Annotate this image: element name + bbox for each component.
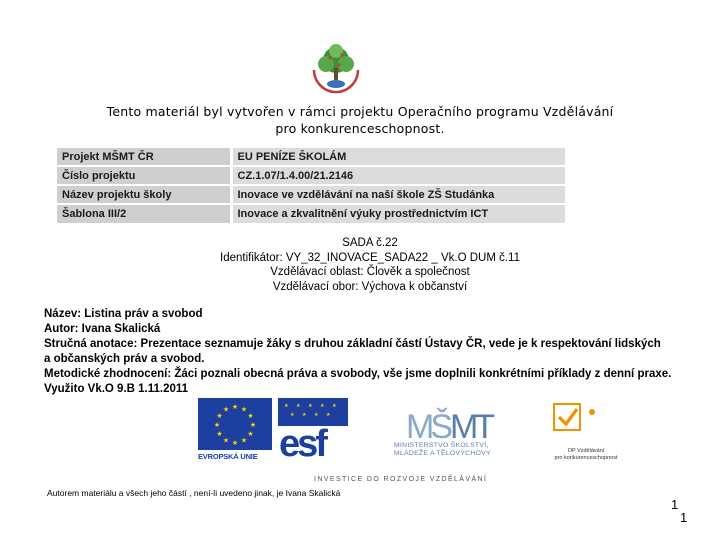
meta-evaluation: Metodické zhodnocení: Žáci poznali obecná práva a svobody, vše jsme doplnili konkrétními příklady z denní praxe. (44, 368, 672, 380)
eu-label: EVROPSKÁ UNIE (198, 452, 258, 461)
svg-text:★: ★ (247, 430, 254, 438)
project-info-table (57, 146, 565, 223)
table-label: Číslo projektu (57, 166, 231, 185)
msmt-line-2: MLÁDEŽE A TĚLOVÝCHOVY (394, 450, 491, 457)
investice-slogan: INVESTICE DO ROZVOJE VZDĚLÁVÁNÍ (314, 476, 488, 483)
svg-text:★: ★ (249, 421, 257, 429)
svg-text:★: ★ (247, 412, 254, 420)
table-row (57, 204, 565, 223)
svg-text:★: ★ (240, 405, 248, 414)
intro-text (40, 103, 680, 137)
footer-author-note: Autorem materiálu a všech jeho částí , není-li uvedeno jinak, je Ivana Skalická (47, 488, 341, 498)
svg-text:★: ★ (231, 439, 239, 447)
table-value: CZ.1.07/1.4.00/21.2146 (231, 166, 565, 185)
sada-field: Vzdělávací obor: Výchova k občanství (272, 280, 468, 293)
funding-logos (198, 398, 498, 490)
svg-text:★: ★ (222, 436, 230, 445)
svg-text:★: ★ (302, 412, 307, 418)
svg-text:★: ★ (213, 421, 221, 429)
sada-area: Vzdělávací oblast: Člověk a společnost (270, 266, 470, 278)
sada-title: SADA č.22 (342, 237, 398, 249)
svg-text:★: ★ (231, 403, 239, 411)
table-value: Inovace a zkvalitnění výuky prostřednictvím ICT (231, 204, 565, 223)
svg-text:★: ★ (284, 403, 289, 409)
meta-annotation-1: Stručná anotace: Prezentace seznamuje žáky s druhou základní částí Ústavy ČR, vede je k respektování lidských (44, 338, 661, 350)
meta-annotation-2: a občanských práv a svobod. (44, 353, 205, 365)
op-line-1: OP Vzdělávání (567, 448, 605, 454)
table-label: Šablona III/2 (57, 204, 231, 223)
school-logo (306, 40, 366, 96)
eu-flag-icon (198, 398, 272, 450)
svg-text:★: ★ (216, 430, 223, 438)
table-value: Inovace ve vzdělávání na naší škole ZŠ Studánka (231, 185, 565, 204)
svg-text:★: ★ (308, 403, 313, 409)
svg-text:MŠ: MŠ (406, 408, 449, 446)
table-label: Název projektu školy (57, 185, 231, 204)
page-number: 1 (671, 497, 679, 512)
table-row (57, 166, 565, 185)
table-row (57, 147, 565, 166)
svg-text:MT: MT (450, 408, 492, 446)
svg-text:★: ★ (314, 412, 319, 418)
svg-text:★: ★ (326, 412, 331, 418)
svg-text:★: ★ (216, 412, 223, 420)
svg-text:★: ★ (320, 403, 325, 409)
svg-text:★: ★ (332, 403, 337, 409)
svg-text:esf: esf (279, 423, 325, 460)
msmt-label (394, 442, 504, 458)
meta-author: Autor: Ivana Skalická (44, 323, 161, 335)
svg-text:★: ★ (296, 403, 301, 409)
sada-info (170, 236, 570, 294)
intro-line-1: Tento materiál byl vytvořen v rámci projektu Operačního programu Vzdělávání (106, 104, 614, 119)
op-line-2: pro konkurenceschopnost (554, 455, 618, 461)
table-value: EU PENÍZE ŠKOLÁM (231, 147, 565, 166)
svg-text:★: ★ (240, 436, 248, 445)
intro-line-2: pro konkurenceschopnost. (275, 121, 445, 136)
table-label: Projekt MŠMT ČR (57, 147, 231, 166)
material-metadata (44, 307, 714, 397)
svg-text:★: ★ (222, 405, 230, 414)
msmt-line-1: MINISTERSTVO ŠKOLSTVÍ, (394, 442, 489, 449)
table-row (57, 185, 565, 204)
op-vk-label (540, 448, 632, 462)
meta-usage: Využito Vk.O 9.B 1.11.2011 (44, 383, 189, 395)
page-number-secondary: 1 (680, 510, 688, 525)
svg-text:★: ★ (290, 412, 295, 418)
esf-logo-icon (278, 398, 348, 460)
meta-name: Název: Listina práv a svobod (44, 308, 203, 320)
sada-identifier: Identifikátor: VY_32_INOVACE_SADA22 _ Vk.O DUM č.11 (220, 251, 520, 264)
